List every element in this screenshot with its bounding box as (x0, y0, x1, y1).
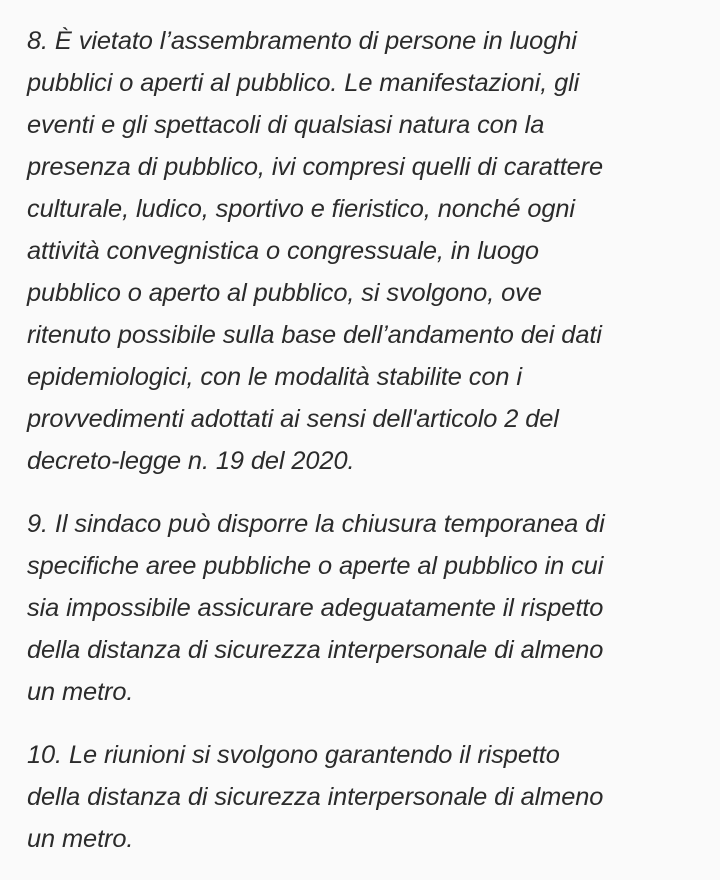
article-body (27, 20, 707, 860)
text-line: un metro. (27, 825, 134, 853)
text-line: un metro. (27, 678, 134, 706)
text-line: 8. È vietato l’assembramento di persone in luoghi (27, 27, 577, 55)
paragraph-9 (27, 503, 707, 713)
paragraph-10 (27, 734, 707, 860)
text-line: 10. Le riunioni si svolgono garantendo il rispetto (27, 741, 560, 769)
text-line: pubblici o aperti al pubblico. Le manifestazioni, gli (27, 69, 580, 97)
paragraph-8 (27, 20, 707, 482)
text-line: culturale, ludico, sportivo e fieristico, nonché ogni (27, 195, 575, 223)
text-line: presenza di pubblico, ivi compresi quelli di carattere (27, 153, 604, 181)
text-line: pubblico o aperto al pubblico, si svolgono, ove (27, 279, 542, 307)
text-line: specifiche aree pubbliche o aperte al pubblico in cui (27, 552, 604, 580)
text-line: della distanza di sicurezza interpersonale di almeno (27, 783, 604, 811)
text-line: decreto-legge n. 19 del 2020. (27, 447, 355, 475)
text-line: provvedimenti adottati ai sensi dell'articolo 2 del (27, 405, 559, 433)
text-line: della distanza di sicurezza interpersonale di almeno (27, 636, 604, 664)
text-line: 9. Il sindaco può disporre la chiusura temporanea di (27, 510, 605, 538)
text-line: attività convegnistica o congressuale, in luogo (27, 237, 539, 265)
text-line: ritenuto possibile sulla base dell’andamento dei dati (27, 321, 602, 349)
text-line: sia impossibile assicurare adeguatamente il rispetto (27, 594, 604, 622)
text-line: eventi e gli spettacoli di qualsiasi natura con la (27, 111, 545, 139)
text-line: epidemiologici, con le modalità stabilite con i (27, 363, 522, 391)
